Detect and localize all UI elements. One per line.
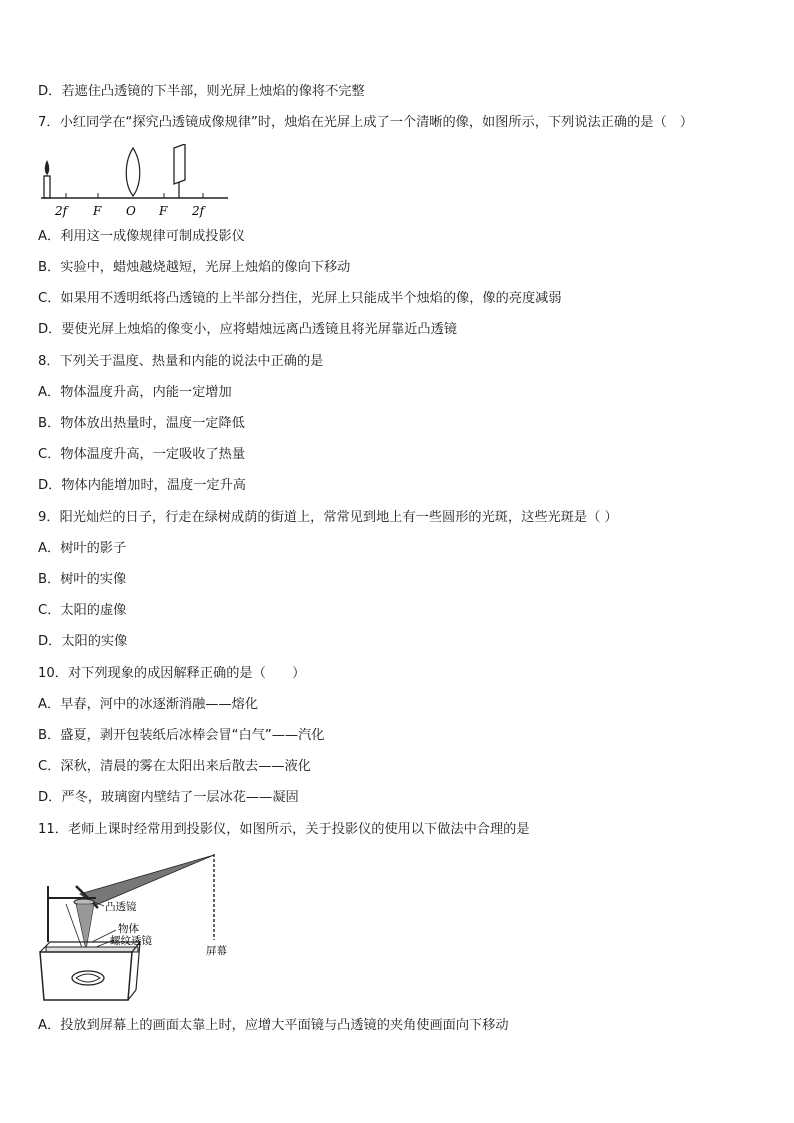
q9-option-c: C．太阳的虚像 xyxy=(38,603,127,618)
q8-option-b: B．物体放出热量时，温度一定降低 xyxy=(38,416,245,431)
q7-option-a: A．利用这一成像规律可制成投影仪 xyxy=(38,229,245,244)
q7-option-d: D．要使光屏上烛焰的像变小，应将蜡烛远离凸透镜且将光屏靠近凸透镜 xyxy=(38,322,457,337)
q11-stem: 11．老师上课时经常用到投影仪，如图所示，关于投影仪的使用以下做法中合理的是 xyxy=(38,822,530,837)
q6-option-d: D．若遮住凸透镜的下半部，则光屏上烛焰的像将不完整 xyxy=(38,84,365,99)
q8-option-c: C．物体温度升高，一定吸收了热量 xyxy=(38,447,246,462)
label-fresnel-lens: 螺纹透镜 xyxy=(110,935,152,947)
q10-stem: 10．对下列现象的成因解释正确的是（ ） xyxy=(38,666,306,681)
label-convex-lens: 凸透镜 xyxy=(105,901,137,913)
q11-option-a: A．投放到屏幕上的画面太靠上时，应增大平面镜与凸透镜的夹角使画面向下移动 xyxy=(38,1018,509,1033)
light-cone xyxy=(76,904,94,950)
q9-option-a: A．树叶的影子 xyxy=(38,541,127,556)
q9-option-d: D．太阳的实像 xyxy=(38,634,128,649)
light-screen-icon xyxy=(174,144,185,184)
projected-light-beam xyxy=(80,855,214,905)
q8-option-a: A．物体温度升高，内能一定增加 xyxy=(38,385,232,400)
q10-option-d: D．严冬，玻璃窗内壁结了一层冰花——凝固 xyxy=(38,790,299,805)
candle-icon xyxy=(44,176,50,198)
q11-projector-figure xyxy=(36,850,236,1005)
label-screen: 屏幕 xyxy=(206,945,227,957)
label-2f-right: 2f xyxy=(192,204,205,218)
projector-housing xyxy=(40,952,132,1000)
q7-optical-bench-figure xyxy=(38,144,233,220)
q8-stem: 8．下列关于温度、热量和内能的说法中正确的是 xyxy=(38,354,324,369)
convex-lens-icon xyxy=(126,148,140,196)
q10-option-a: A．早春，河中的冰逐渐消融——熔化 xyxy=(38,697,259,712)
label-o: O xyxy=(126,204,136,218)
q8-option-d: D．物体内能增加时，温度一定升高 xyxy=(38,478,246,493)
flame-icon xyxy=(45,160,50,175)
q9-stem: 9．阳光灿烂的日子，行走在绿树成荫的街道上，常常见到地上有一些圆形的光斑，这些光斑是（ ） xyxy=(38,510,618,525)
label-2f-left: 2f xyxy=(55,204,68,218)
q9-option-b: B．树叶的实像 xyxy=(38,572,127,587)
q7-option-c: C．如果用不透明纸将凸透镜的上半部分挡住，光屏上只能成半个烛焰的像，像的亮度减弱 xyxy=(38,291,562,306)
q7-option-b: B．实验中，蜡烛越烧越短，光屏上烛焰的像向下移动 xyxy=(38,260,351,275)
q10-option-b: B．盛夏，剥开包装纸后冰棒会冒“白气”——汽化 xyxy=(38,728,325,743)
q10-option-c: C．深秋，清晨的雾在太阳出来后散去——液化 xyxy=(38,759,311,774)
q7-stem: 7．小红同学在“探究凸透镜成像规律”时，烛焰在光屏上成了一个清晰的像，如图所示，下列说法正确的是（ ） xyxy=(38,115,694,130)
label-object: 物体 xyxy=(118,923,139,935)
label-f-left: F xyxy=(93,204,102,218)
label-f-right: F xyxy=(159,204,168,218)
